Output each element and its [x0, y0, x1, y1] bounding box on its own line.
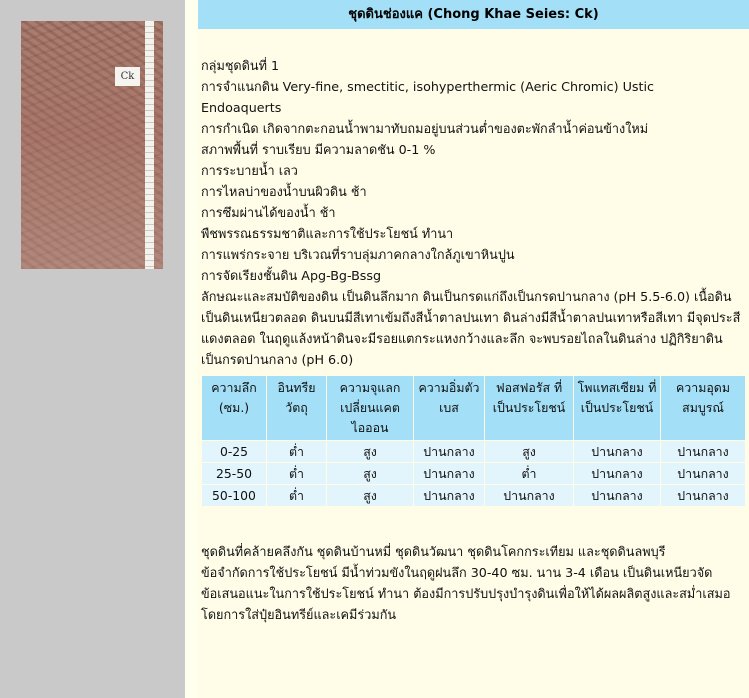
recommendation-paragraph: ข้อเสนอแนะในการใช้ประโยชน์ ทำนา ต้องมีการปรับปรุงบำรุงดินเพื่อให้ได้ผลผลิตสูงและสม่ำเสมอ โดยการใส่ปุ๋ยอินทรีย์และเคมีร่วมกัน [201, 586, 731, 622]
soil-properties-table [201, 375, 746, 507]
cell: ต่ำ [267, 441, 326, 462]
cell: 0-25 [202, 441, 266, 462]
cell: ต่ำ [267, 485, 326, 506]
col-phosphorus: ฟอสฟอรัส ที่เป็นประโยชน์ [485, 376, 573, 440]
cell: ปานกลาง [574, 441, 660, 462]
classification-line: การจำแนกดิน Very-fine, smectitic, isohyperthermic (Aeric Chromic) Ustic [201, 79, 654, 94]
measuring-tape [145, 21, 154, 269]
left-sidebar [0, 0, 185, 698]
characteristics-paragraph: ลักษณะและสมบัติของดิน เป็นดินลึกมาก ดินเป็นกรดแก่ถึงเป็นกรดปานกลาง (pH 5.5-6.0) เนื้อดินเป็นดินเหนียวตลอด ดินบนมีสีเทาเข้มถึงสีน้ำตาลปนเทา ดินล่างมีสีน้ำตาลปนเทาหรือสีเทา มีจุดประสีแดงตลอด ในฤดูแล้งหน้าดินจะมีรอยแตกระแหงกว้างและลึก จะพบรอยไถลในดินล่าง ปฏิกิริยาดินเป็นกรดปานกลาง (pH 6.0) [201, 289, 741, 367]
classification-line-cont: Endoaquerts [201, 100, 282, 115]
cell: สูง [327, 485, 413, 506]
cell: ปานกลาง [574, 463, 660, 484]
soil-notes [201, 541, 746, 625]
table-header-row [202, 376, 745, 440]
distribution-line: การแพร่กระจาย บริเวณที่ราบลุ่มภาคกลางใกล้ภูเขาหินปูน [201, 247, 515, 262]
cell: ปานกลาง [574, 485, 660, 506]
cell: ปานกลาง [661, 485, 745, 506]
cell: สูง [327, 463, 413, 484]
cell: สูง [485, 441, 573, 462]
cell: ปานกลาง [414, 463, 484, 484]
soil-description [201, 55, 746, 370]
soil-profile-photo [21, 21, 163, 269]
drainage-line: การระบายน้ำ เลว [201, 163, 298, 178]
cell: ต่ำ [267, 463, 326, 484]
runoff-line: การไหลบ่าของน้ำบนผิวดิน ช้า [201, 184, 367, 199]
col-organic-matter: อินทรีย วัตถุ [267, 376, 326, 440]
cell: ต่ำ [485, 463, 573, 484]
topography-line: สภาพพื้นที่ ราบเรียบ มีความลาดชัน 0-1 % [201, 142, 436, 157]
col-depth: ความลึก (ซม.) [202, 376, 266, 440]
origin-line: การกำเนิด เกิดจากตะกอนน้ำพามาทับถมอยู่บนส่วนต่ำของตะพักลำน้ำค่อนข้างใหม่ [201, 121, 649, 136]
photo-tag: Ck [115, 67, 140, 86]
table-row [202, 463, 745, 484]
cell: ปานกลาง [414, 441, 484, 462]
table-row [202, 441, 745, 462]
col-base-saturation: ความอิ่มตัวเบส [414, 376, 484, 440]
col-fertility: ความอุดม สมบูรณ์ [661, 376, 745, 440]
col-potassium: โพแทสเซียม ที่เป็นประโยชน์ [574, 376, 660, 440]
similar-series-line: ชุดดินที่คล้ายคลึงกัน ชุดดินบ้านหมี่ ชุดดินวัฒนา ชุดดินโคกกระเทียม และชุดดินลพบุรี [201, 544, 666, 559]
page-title: ชุดดินช่องแค (Chong Khae Seies: Ck) [198, 0, 749, 29]
horizons-line: การจัดเรียงชั้นดิน Apg-Bg-Bssg [201, 268, 382, 283]
cell: 25-50 [202, 463, 266, 484]
cell: 50-100 [202, 485, 266, 506]
table-row [202, 485, 745, 506]
permeability-line: การซึมผ่านได้ของน้ำ ช้า [201, 205, 336, 220]
col-cec: ความจุแลกเปลี่ยนแคตไอออน [327, 376, 413, 440]
limitation-line: ข้อจำกัดการใช้ประโยชน์ มีน้ำท่วมขังในฤดูฝนลึก 30-40 ซม. นาน 3-4 เดือน เป็นดินเหนียวจัด [201, 565, 713, 580]
cell: สูง [327, 441, 413, 462]
vegetation-line: พืชพรรณธรรมชาติและการใช้ประโยชน์ ทำนา [201, 226, 454, 241]
cell: ปานกลาง [414, 485, 484, 506]
cell: ปานกลาง [485, 485, 573, 506]
cell: ปานกลาง [661, 463, 745, 484]
cell: ปานกลาง [661, 441, 745, 462]
group-line: กลุ่มชุดดินที่ 1 [201, 58, 280, 73]
